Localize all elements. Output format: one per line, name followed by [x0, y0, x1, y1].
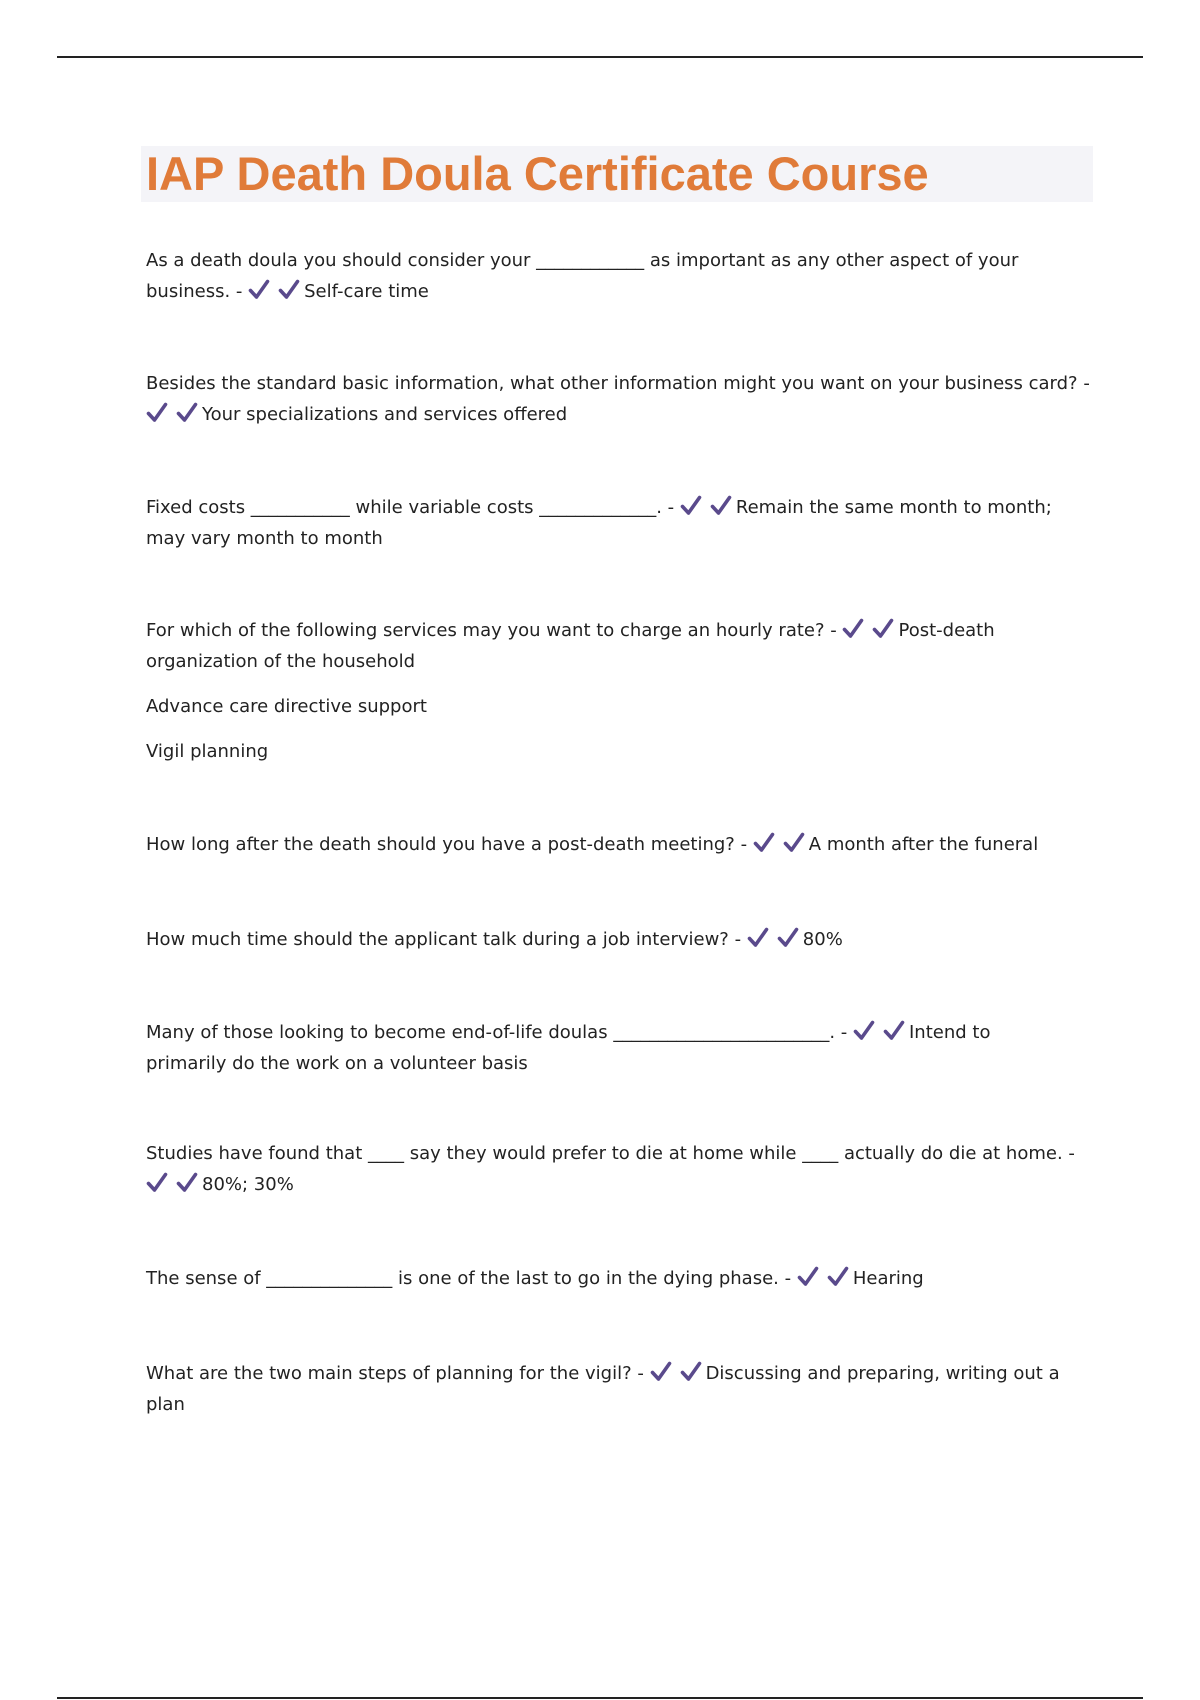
question-text: Many of those looking to become end-of-life doulas ________________________. -: [146, 1022, 853, 1043]
check-mark-icon: [176, 1171, 198, 1193]
answer-checks: [747, 929, 803, 950]
question-text-cont: business. -: [146, 281, 249, 302]
check-mark-icon: [797, 1265, 819, 1287]
answer-checks: [248, 281, 304, 302]
question-text: As a death doula you should consider your ____________ as important as any other aspect of your: [146, 250, 1019, 271]
answer-checks: [753, 834, 809, 855]
answer-text: Your specializations and services offered: [202, 404, 568, 425]
qa-item: [146, 615, 1096, 767]
answer-text: Discussing and preparing, writing out a: [705, 1363, 1060, 1384]
qa-item: [146, 245, 1096, 307]
answer-text: 80%; 30%: [202, 1174, 294, 1195]
qa-item: [146, 492, 1096, 554]
answer-text-cont: organization of the household: [146, 651, 416, 672]
check-mark-icon: [783, 831, 805, 853]
bottom-rule: [57, 1697, 1143, 1699]
check-mark-icon: [278, 278, 300, 300]
question-text: How long after the death should you have a post-death meeting? -: [146, 834, 753, 855]
check-mark-icon: [680, 1360, 702, 1382]
answer-text: Intend to: [908, 1022, 991, 1043]
answer-checks: [680, 497, 736, 518]
qa-item: [146, 829, 1096, 860]
question-text: Besides the standard basic information, what other information might you want on your business card? -: [146, 373, 1090, 394]
answer-extra-item: Vigil planning: [146, 741, 269, 762]
check-mark-icon: [248, 278, 270, 300]
document-title: IAP Death Doula Certificate Course: [146, 147, 929, 200]
question-text: Fixed costs ___________ while variable costs _____________. -: [146, 497, 680, 518]
answer-checks: [146, 404, 202, 425]
check-mark-icon: [872, 617, 894, 639]
check-mark-icon: [777, 926, 799, 948]
answer-checks: [842, 620, 898, 641]
answer-text-cont: may vary month to month: [146, 528, 383, 549]
answer-text-cont: primarily do the work on a volunteer basis: [146, 1053, 528, 1074]
qa-item: [146, 368, 1096, 430]
check-mark-icon: [842, 617, 864, 639]
check-mark-icon: [710, 494, 732, 516]
answer-text: Self-care time: [304, 281, 429, 302]
check-mark-icon: [146, 401, 168, 423]
qa-item: [146, 924, 1096, 955]
qa-item: [146, 1263, 1096, 1294]
check-mark-icon: [747, 926, 769, 948]
check-mark-icon: [753, 831, 775, 853]
question-text: How much time should the applicant talk during a job interview? -: [146, 929, 747, 950]
answer-text: A month after the funeral: [808, 834, 1039, 855]
question-text: Studies have found that ____ say they would prefer to die at home while ____ actually do die at home. -: [146, 1143, 1075, 1164]
answer-checks: [650, 1363, 706, 1384]
check-mark-icon: [680, 494, 702, 516]
check-mark-icon: [176, 401, 198, 423]
answer-checks: [146, 1174, 202, 1195]
qa-item: [146, 1358, 1096, 1420]
answer-text: Post-death: [898, 620, 995, 641]
question-text: For which of the following services may you want to charge an hourly rate? -: [146, 620, 843, 641]
check-mark-icon: [827, 1265, 849, 1287]
qa-item: [146, 1017, 1096, 1079]
answer-checks: [853, 1022, 909, 1043]
qa-item: [146, 1138, 1096, 1200]
check-mark-icon: [853, 1019, 875, 1041]
answer-text: 80%: [802, 929, 843, 950]
check-mark-icon: [650, 1360, 672, 1382]
question-text: What are the two main steps of planning for the vigil? -: [146, 1363, 650, 1384]
answer-text: Hearing: [852, 1268, 924, 1289]
question-text: The sense of ______________ is one of the last to go in the dying phase. -: [146, 1268, 797, 1289]
answer-extra-item: Advance care directive support: [146, 696, 427, 717]
check-mark-icon: [146, 1171, 168, 1193]
check-mark-icon: [883, 1019, 905, 1041]
answer-text: Remain the same month to month;: [735, 497, 1052, 518]
answer-text-cont: plan: [146, 1394, 185, 1415]
answer-checks: [797, 1268, 853, 1289]
top-rule: [57, 56, 1143, 58]
